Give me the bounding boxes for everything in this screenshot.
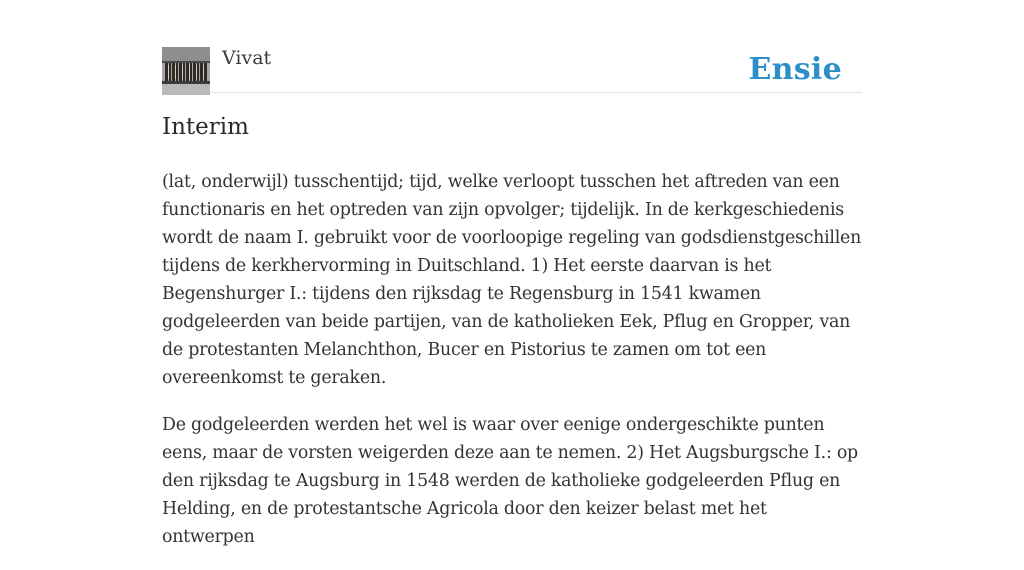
- avatar[interactable]: [162, 47, 210, 95]
- bookshelf-avatar-icon: [162, 47, 210, 95]
- article-paragraph: De godgeleerden werden het wel is waar over eenige ondergeschikte punten eens, maar de vorsten weigerden deze aan te nemen. 2) Het Augsburgsche I.: op den rijksdag te Augsburg in 1548 werden de katholieke godgeleerden Pflug en Helding, en de protestantsche Agricola door den keizer belast met het ontwerpen: [162, 415, 858, 547]
- username-link[interactable]: Vivat: [222, 47, 272, 69]
- article-body: [162, 168, 862, 570]
- page-title: Interim: [162, 114, 249, 140]
- brand-logo-link[interactable]: Ensie: [748, 52, 842, 87]
- site-header: [162, 46, 862, 93]
- article-paragraph: (lat, onderwijl) tusschentijd; tijd, welke verloopt tusschen het aftreden van een functionaris en het optreden van zijn opvolger; tijdelijk. In de kerkgeschiedenis wordt de naam I. gebruikt voor de voorloopige regeling van godsdienstgeschillen tijdens de kerkhervorming in Duitschland. 1) Het eerste daarvan is het Begenshurger I.: tijdens den rijksdag te Regensburg in 1541 kwamen godgeleerden van beide partijen, van de katholieken Eek, Pflug en Gropper, van de protestanten Melanchthon, Bucer en Pistorius te zamen om tot een overeenkomst te geraken.: [162, 172, 862, 388]
